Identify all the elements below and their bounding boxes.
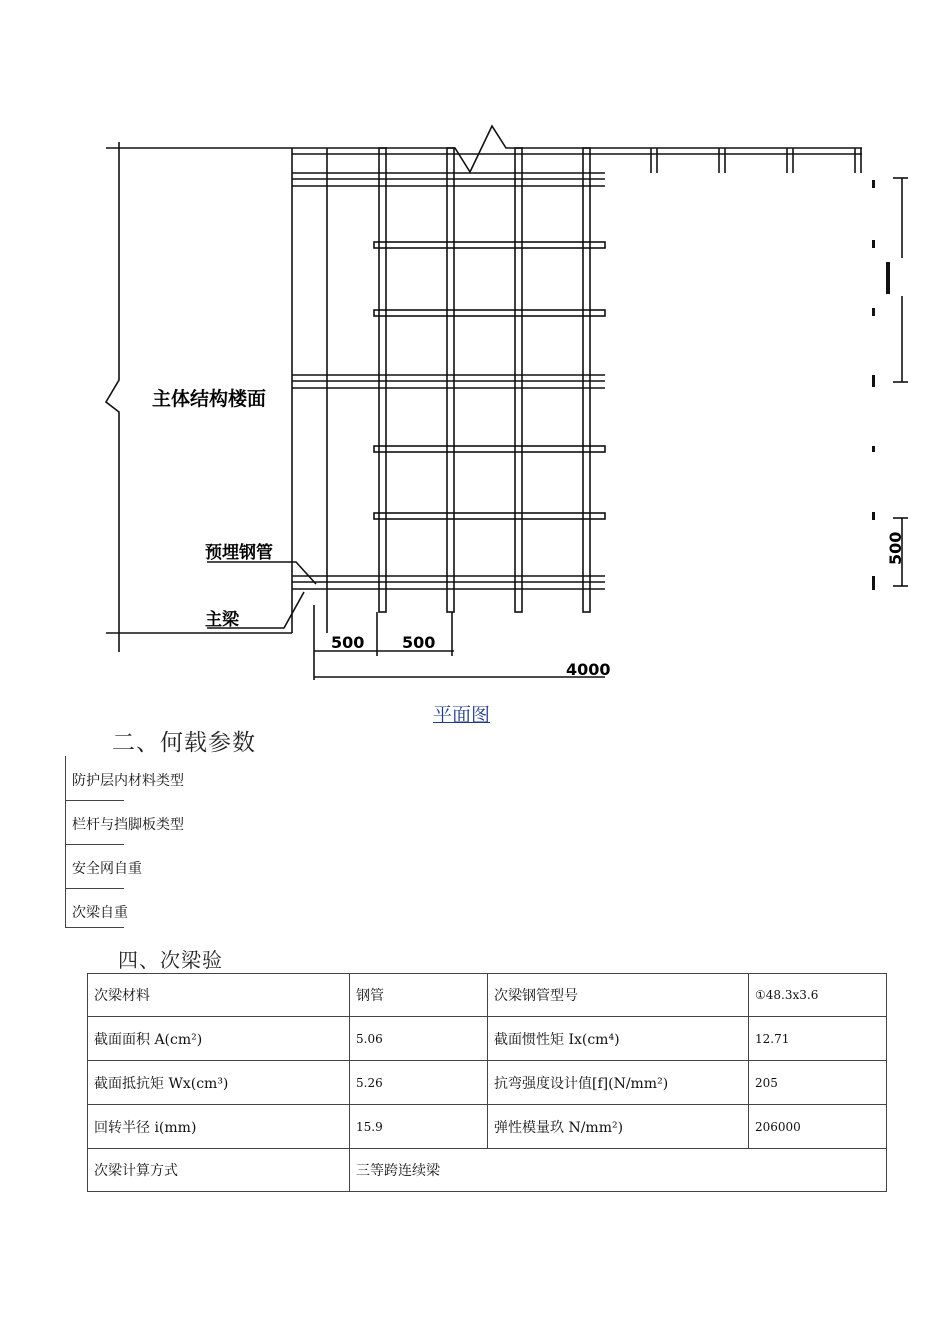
secondary-beam-table — [87, 973, 887, 1192]
load-item: 安全网自重 — [66, 844, 124, 889]
section-4-title: 四、次梁验 — [118, 948, 223, 972]
table-row: 截面抵抗矩 Wx(cm³) 5.26 抗弯强度设计值[f](N/mm²) 205 — [88, 1061, 887, 1105]
load-item: 次梁自重 — [72, 905, 128, 921]
load-item: 栏杆与挡脚板类型 — [66, 800, 124, 845]
dimension-500-right: 500 — [886, 531, 905, 565]
load-parameter-list — [65, 756, 184, 928]
dimension-4000: 4000 — [566, 660, 611, 679]
label-floor: 主体结构楼面 — [152, 388, 267, 410]
figure-caption: 平面图 — [433, 704, 491, 726]
table-row: 回转半径 i(mm) 15.9 弹性模量玖 N/mm²) 206000 — [88, 1105, 887, 1149]
label-embedded-pipe: 预埋钢管 — [205, 543, 273, 563]
table-row: 次梁材料 钢管 次梁钢管型号 ①48.3x3.6 — [88, 974, 887, 1017]
table-row: 次梁计算方式 三等跨连续梁 — [88, 1149, 887, 1192]
dimension-500-a: 500 — [331, 633, 365, 652]
section-2-title: 二、何载参数 — [112, 730, 256, 756]
dimension-500-b: 500 — [402, 633, 436, 652]
label-main-beam: 主梁 — [205, 610, 239, 630]
load-item: 防护层内材料类型 — [66, 756, 124, 801]
table-row: 截面面积 A(cm²) 5.06 截面惯性矩 Ix(cm⁴) 12.71 — [88, 1017, 887, 1061]
